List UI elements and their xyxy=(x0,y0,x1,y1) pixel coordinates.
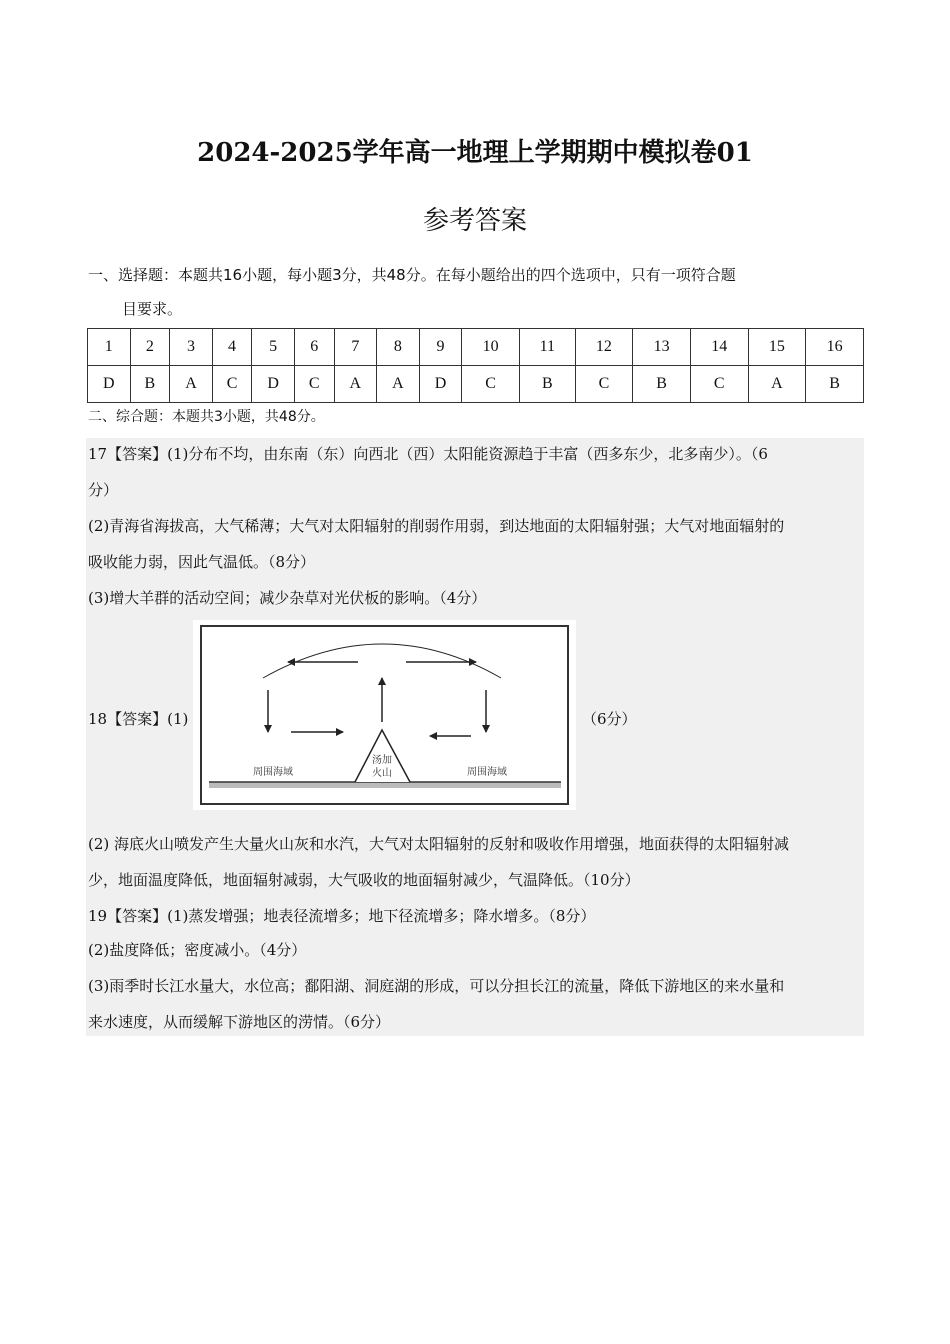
section-2-heading: 二、综合题：本题共3小题，共48分。 xyxy=(88,409,325,425)
question-number-cell: 11 xyxy=(519,329,575,366)
section-1-line-1: 一、选择题：本题共16小题，每小题3分，共48分。在每小题给出的四个选项中，只有一项符合题 xyxy=(88,266,736,284)
ground-strip xyxy=(209,782,561,788)
answer-cell: C xyxy=(575,366,633,403)
answer-cell: A xyxy=(334,366,377,403)
circulation-diagram-svg xyxy=(193,620,576,810)
question-number-cell: 13 xyxy=(633,329,691,366)
answer-cell: A xyxy=(748,366,806,403)
q17-part2-line1: (2)青海省海拔高，大气稀薄；大气对太阳辐射的削弱作用弱，到达地面的太阳辐射强；大气对地面辐射的 xyxy=(88,517,785,535)
q18-label: 18【答案】(1) xyxy=(88,710,189,728)
question-number-cell: 8 xyxy=(377,329,420,366)
answer-cell: A xyxy=(377,366,420,403)
question-number-cell: 15 xyxy=(748,329,806,366)
volcano-label-1: 汤加 xyxy=(372,755,392,766)
q17-part1-line2: 分） xyxy=(88,481,119,499)
question-number-cell: 3 xyxy=(170,329,213,366)
q19-answer-part3 xyxy=(88,968,864,1040)
q17-answer-part2 xyxy=(88,508,864,580)
answer-cell: B xyxy=(130,366,170,403)
question-number-cell: 7 xyxy=(334,329,377,366)
q19-part3-line1: (3)雨季时长江水量大，水位高；鄱阳湖、洞庭湖的形成，可以分担长江的流量，降低下游地区的来水量和 xyxy=(88,977,785,995)
section-1-instructions xyxy=(88,258,868,326)
answer-table-numbers-row xyxy=(88,329,864,366)
answer-cell: C xyxy=(462,366,520,403)
q19-part3-line2: 来水速度，从而缓解下游地区的涝情。（6分） xyxy=(88,1013,391,1031)
answer-table-answers-row xyxy=(88,366,864,403)
atmospheric-circulation-diagram xyxy=(193,620,576,810)
answer-cell: D xyxy=(88,366,131,403)
answer-table xyxy=(87,328,864,403)
q18-part2-line1: (2) 海底火山喷发产生大量火山灰和水汽，大气对太阳辐射的反射和吸收作用增强，地面获得的太阳辐射减 xyxy=(88,835,790,853)
question-number-cell: 12 xyxy=(575,329,633,366)
q17-answer-part3: (3)增大羊群的活动空间；减少杂草对光伏板的影响。（4分） xyxy=(88,589,487,607)
answer-cell: D xyxy=(419,366,462,403)
section-1-line-2: 目要求。 xyxy=(122,300,183,318)
left-sea-label: 周围海域 xyxy=(253,767,293,778)
page-title: 2024-2025学年高一地理上学期期中模拟卷01 xyxy=(197,138,753,168)
question-number-cell: 4 xyxy=(212,329,252,366)
question-number-cell: 5 xyxy=(252,329,295,366)
q18-part2-line2: 少，地面温度降低，地面辐射减弱，大气吸收的地面辐射减少，气温降低。（10分） xyxy=(88,871,640,889)
q18-points: （6分） xyxy=(582,710,637,728)
question-number-cell: 16 xyxy=(806,329,864,366)
answer-cell: A xyxy=(170,366,213,403)
answer-cell: B xyxy=(519,366,575,403)
answer-cell: B xyxy=(806,366,864,403)
question-number-cell: 10 xyxy=(462,329,520,366)
answer-cell: C xyxy=(294,366,334,403)
q19-answer-part2: (2)盐度降低；密度减小。（4分） xyxy=(88,941,307,959)
q18-answer-part2 xyxy=(88,826,864,898)
question-number-cell: 6 xyxy=(294,329,334,366)
volcano-label-2: 火山 xyxy=(372,768,392,779)
question-number-cell: 14 xyxy=(690,329,748,366)
answer-cell: C xyxy=(690,366,748,403)
right-sea-label: 周围海域 xyxy=(467,767,507,778)
answer-cell: D xyxy=(252,366,295,403)
question-number-cell: 2 xyxy=(130,329,170,366)
q17-answer-part1 xyxy=(88,436,864,508)
answer-cell: B xyxy=(633,366,691,403)
q17-part2-line2: 吸收能力弱，因此气温低。（8分） xyxy=(88,553,316,571)
question-number-cell: 9 xyxy=(419,329,462,366)
page-subtitle: 参考答案 xyxy=(422,206,527,236)
question-number-cell: 1 xyxy=(88,329,131,366)
q17-part1-line1: 17【答案】(1)分布不均，由东南（东）向西北（西）太阳能资源趋于丰富（西多东少，北多南少）。（6 xyxy=(88,445,768,463)
answer-cell: C xyxy=(212,366,252,403)
q19-answer-part1: 19【答案】(1)蒸发增强；地表径流增多；地下径流增多；降水增多。（8分） xyxy=(88,907,596,925)
